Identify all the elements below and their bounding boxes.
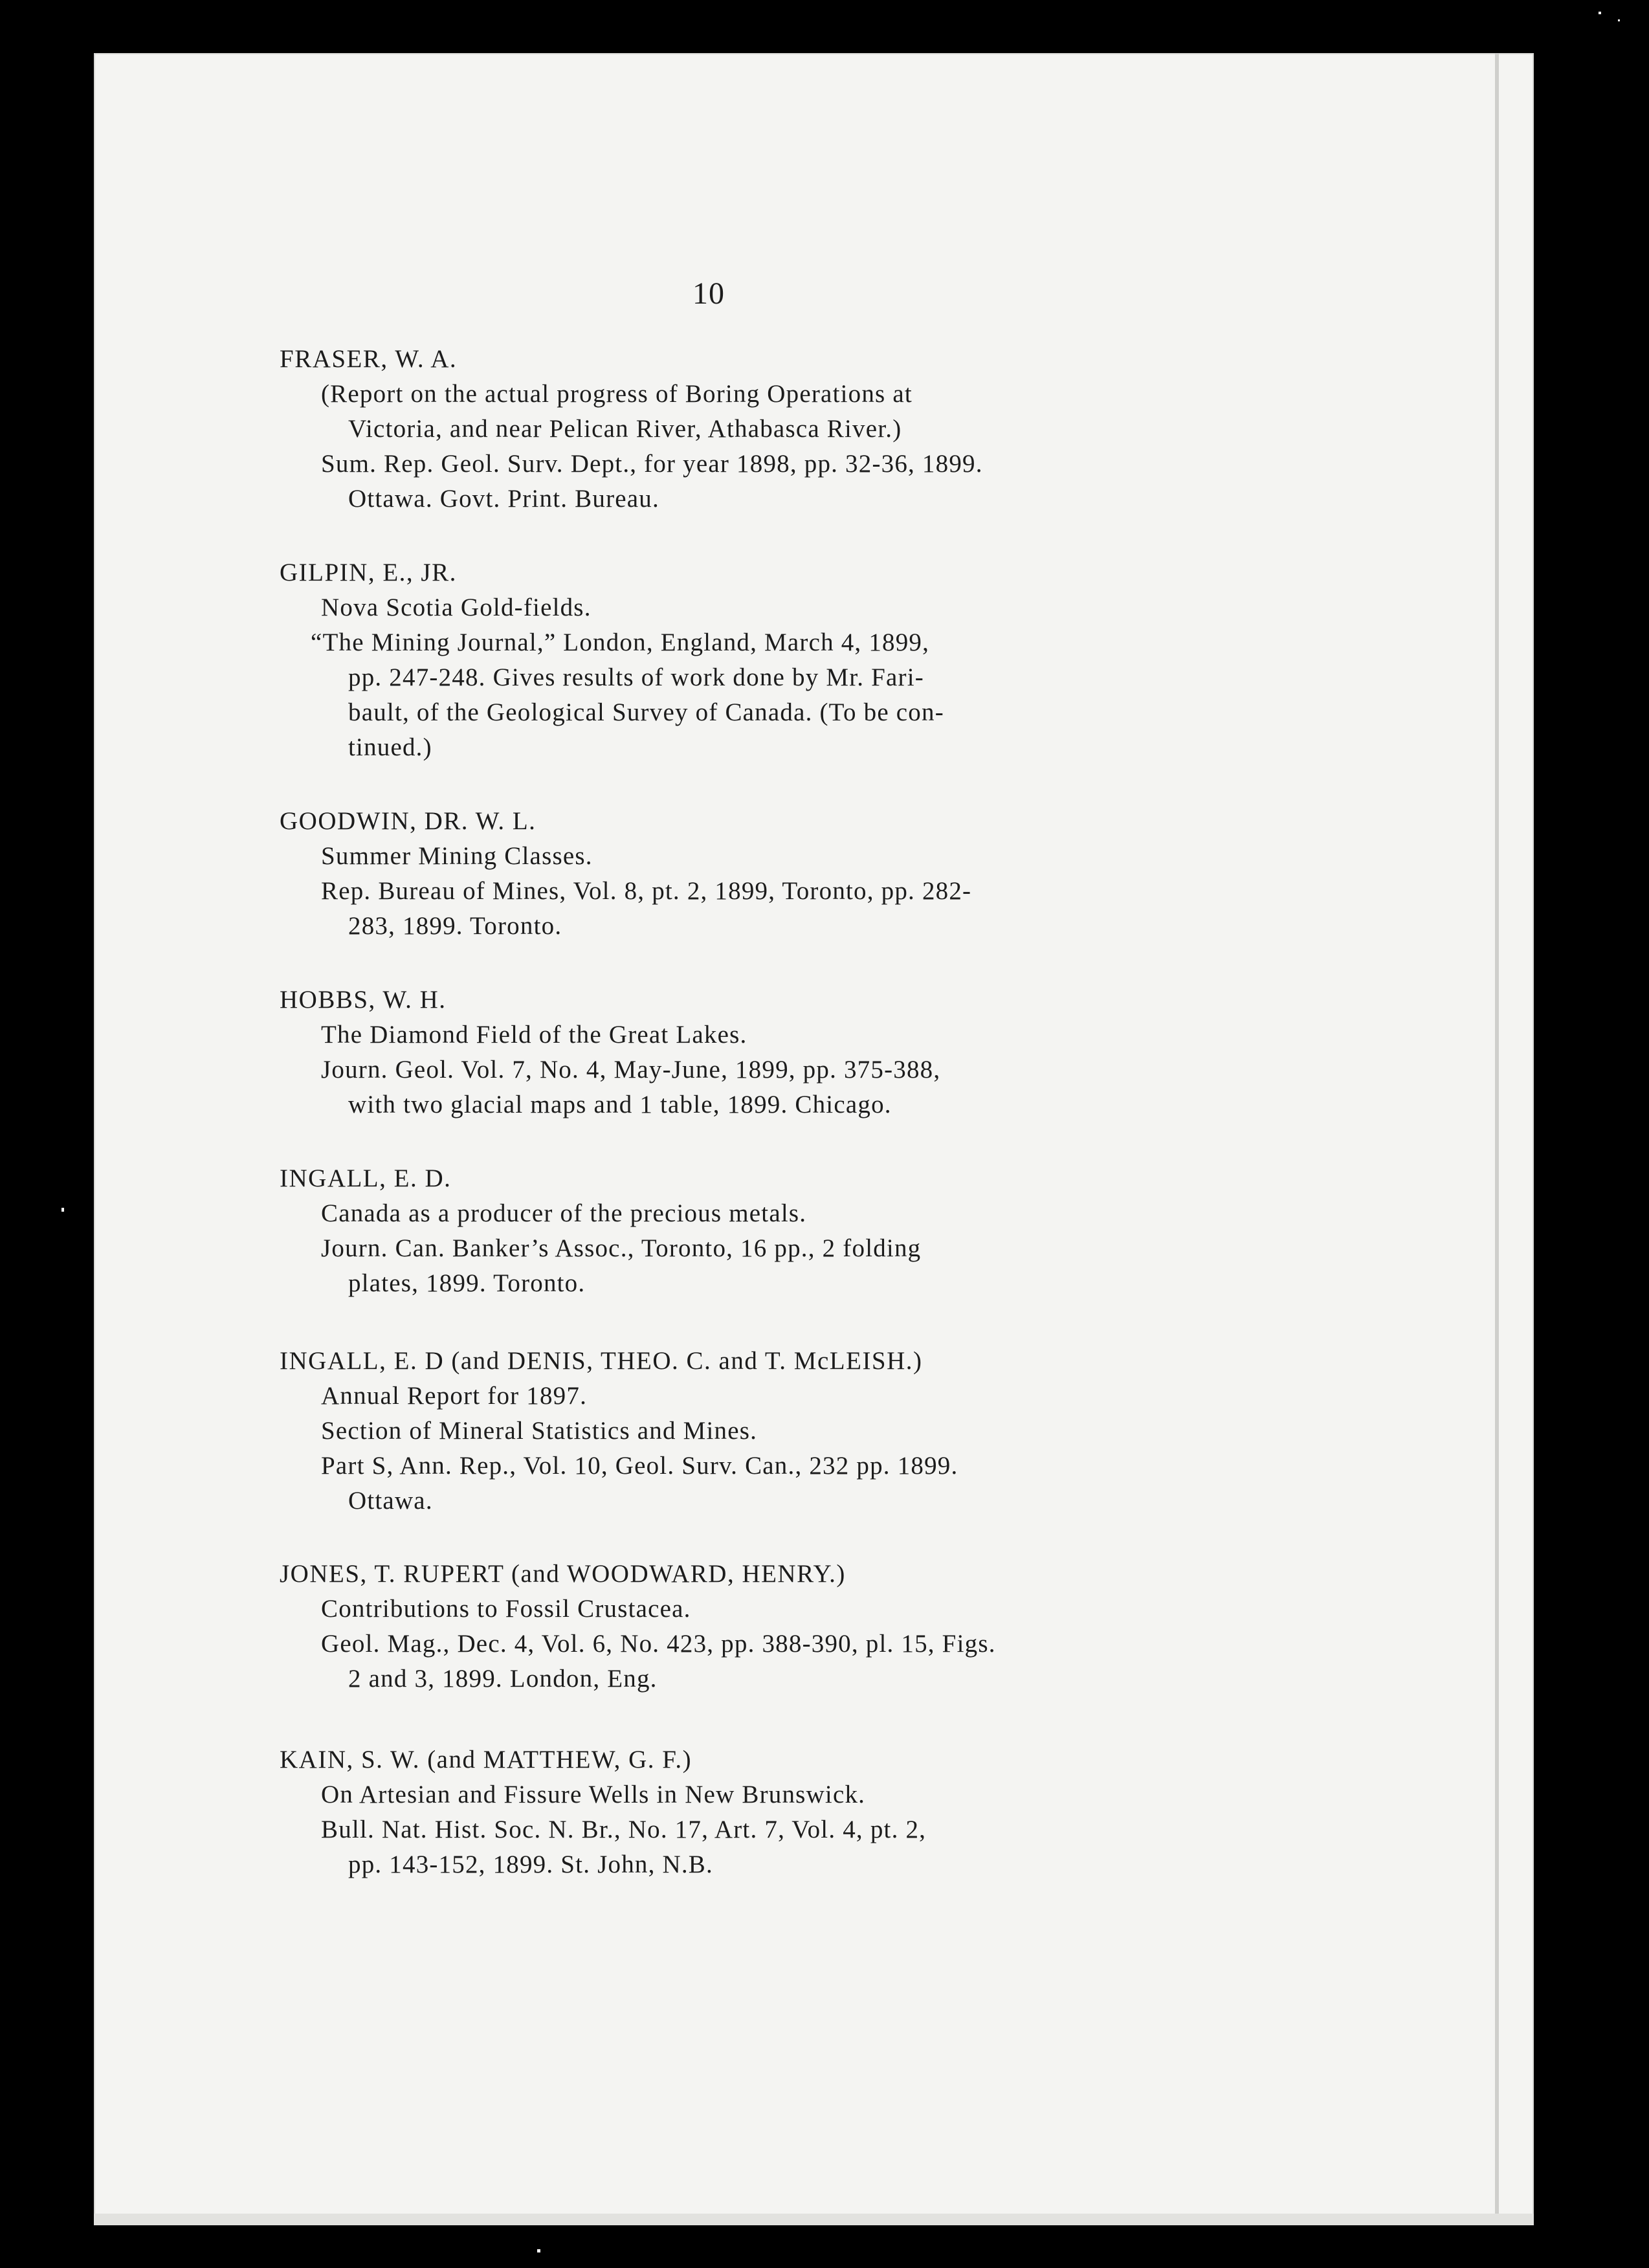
bibliography-entry bbox=[280, 1742, 1237, 1882]
entry-line: Section of Mineral Statistics and Mines. bbox=[321, 1417, 758, 1445]
entry-line: Canada as a producer of the precious metals. bbox=[321, 1199, 807, 1227]
entry-author: HOBBS, W. H. bbox=[280, 986, 447, 1014]
entry-line: Journ. Can. Banker’s Assoc., Toronto, 16 pp., 2 folding bbox=[321, 1234, 922, 1262]
entry-author: INGALL, E. D (and DENIS, THEO. C. and T. McLEISH.) bbox=[280, 1347, 923, 1375]
entry-author: INGALL, E. D. bbox=[280, 1164, 452, 1192]
entry-line: pp. 143-152, 1899. St. John, N.B. bbox=[348, 1851, 713, 1878]
entry-line: plates, 1899. Toronto. bbox=[348, 1269, 586, 1297]
entry-line: 283, 1899. Toronto. bbox=[348, 912, 562, 940]
page-number: 10 bbox=[692, 276, 725, 311]
entry-line: Geol. Mag., Dec. 4, Vol. 6, No. 423, pp. 388-390, pl. 15, Figs. bbox=[321, 1630, 996, 1658]
bibliography-entry bbox=[280, 1344, 1237, 1518]
entry-author: FRASER, W. A. bbox=[280, 345, 458, 373]
entry-line: with two glacial maps and 1 table, 1899. Chicago. bbox=[348, 1091, 892, 1118]
entry-line: (Report on the actual progress of Boring Operations at bbox=[321, 380, 913, 408]
bibliography-entry bbox=[280, 983, 1237, 1122]
entry-line: Victoria, and near Pelican River, Athabasca River.) bbox=[348, 415, 902, 443]
entry-line: Part S, Ann. Rep., Vol. 10, Geol. Surv. Can., 232 pp. 1899. bbox=[321, 1452, 958, 1480]
entry-line: pp. 247-248. Gives results of work done by Mr. Fari- bbox=[348, 663, 924, 691]
entry-line: Summer Mining Classes. bbox=[321, 842, 593, 870]
bibliography-entry bbox=[280, 1161, 1237, 1301]
entry-author: KAIN, S. W. (and MATTHEW, G. F.) bbox=[280, 1746, 692, 1773]
entry-line: tinued.) bbox=[348, 733, 432, 761]
entry-line: Annual Report for 1897. bbox=[321, 1382, 588, 1410]
entry-line: 2 and 3, 1899. London, Eng. bbox=[348, 1665, 658, 1693]
entry-author: GOODWIN, DR. W. L. bbox=[280, 807, 537, 835]
bibliography-entry bbox=[280, 804, 1237, 944]
entry-line: Bull. Nat. Hist. Soc. N. Br., No. 17, Art. 7, Vol. 4, pt. 2, bbox=[321, 1816, 927, 1843]
entry-author: JONES, T. RUPERT (and WOODWARD, HENRY.) bbox=[280, 1560, 846, 1588]
entry-line: bault, of the Geological Survey of Canada. (To be con- bbox=[348, 698, 944, 726]
entry-line: “The Mining Journal,” London, England, March 4, 1899, bbox=[311, 628, 930, 656]
entry-line: On Artesian and Fissure Wells in New Brunswick. bbox=[321, 1781, 866, 1808]
entry-line: Sum. Rep. Geol. Surv. Dept., for year 1898, pp. 32-36, 1899. bbox=[321, 450, 983, 478]
entry-author: GILPIN, E., JR. bbox=[280, 559, 457, 586]
entry-line: Rep. Bureau of Mines, Vol. 8, pt. 2, 1899, Toronto, pp. 282- bbox=[321, 877, 972, 905]
entry-line: Journ. Geol. Vol. 7, No. 4, May-June, 1899, pp. 375-388, bbox=[321, 1056, 941, 1084]
bibliography-entry bbox=[280, 1557, 1237, 1696]
entry-line: Ottawa. Govt. Print. Bureau. bbox=[348, 485, 659, 513]
bibliography-entry bbox=[280, 555, 1237, 765]
entry-line: Nova Scotia Gold-fields. bbox=[321, 594, 592, 621]
bibliography-entry bbox=[280, 342, 1237, 517]
entry-line: Contributions to Fossil Crustacea. bbox=[321, 1595, 691, 1623]
entry-line: Ottawa. bbox=[348, 1487, 433, 1515]
entry-line: The Diamond Field of the Great Lakes. bbox=[321, 1021, 747, 1049]
